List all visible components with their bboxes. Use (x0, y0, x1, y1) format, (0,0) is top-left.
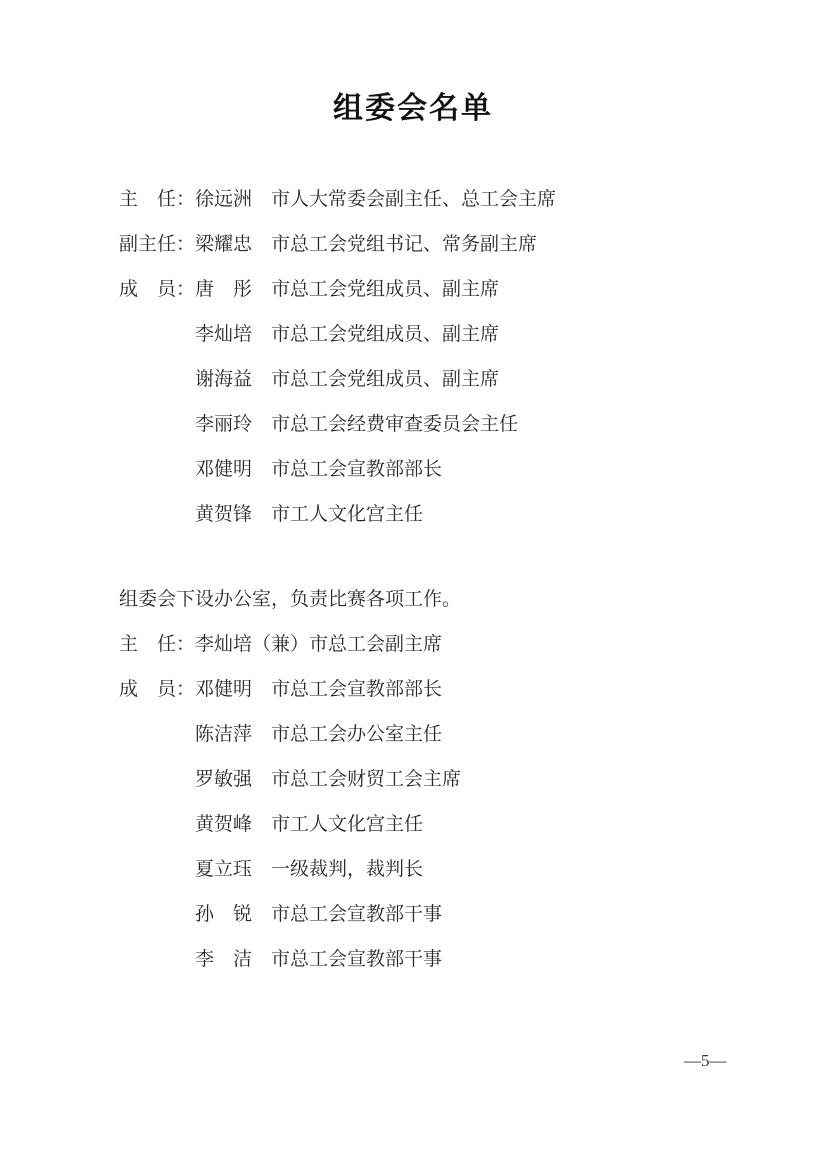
member-title: 市工人文化宫主任 (271, 504, 424, 525)
role-label: 副主任： (119, 234, 196, 255)
role-label (119, 492, 195, 537)
member-title: 市人大常委会副主任、总工会主席 (271, 189, 557, 210)
role-label: 主 任： (119, 189, 196, 210)
member-title: 市总工会党组成员、副主席 (271, 324, 500, 345)
member-title: 市总工会财贸工会主席 (271, 769, 462, 790)
member-title: 市总工会经费审查委员会主任 (271, 414, 519, 435)
role-label (119, 712, 195, 757)
page-number: —5— (684, 1051, 727, 1070)
member-name: 黄贺锋 (195, 504, 253, 525)
member-title: 市总工会宣教部部长 (271, 459, 443, 480)
office-row (119, 757, 759, 802)
role-label (119, 802, 195, 847)
document-body (119, 177, 759, 982)
member-name: 唐 彤 (195, 279, 253, 300)
section-gap (119, 537, 759, 577)
member-title: 市总工会党组书记、常务副主席 (271, 234, 538, 255)
role-label (119, 402, 195, 447)
member-name: 孙 锐 (195, 904, 253, 925)
office-row (119, 937, 759, 982)
office-row (119, 667, 759, 712)
member-title: 一级裁判，裁判长 (271, 859, 424, 880)
member-name: 李灿培 (195, 324, 253, 345)
member-title: 市总工会党组成员、副主席 (271, 369, 500, 390)
member-name: 夏立珏 (195, 859, 253, 880)
office-row (119, 847, 759, 892)
committee-row (119, 267, 759, 312)
office-row (119, 892, 759, 937)
member-name: 谢海益 (195, 369, 253, 390)
member-name: 罗敏强 (195, 769, 253, 790)
committee-row (119, 222, 759, 267)
member-name: 梁耀忠 (195, 234, 253, 255)
director-text: 李灿培（兼）市总工会副主席 (195, 634, 443, 655)
role-label (119, 312, 195, 357)
role-label (119, 757, 195, 802)
committee-row (119, 447, 759, 492)
committee-row (119, 312, 759, 357)
role-label: 成 员： (119, 279, 196, 300)
role-label (119, 892, 195, 937)
office-row (119, 712, 759, 757)
member-name: 黄贺峰 (195, 814, 253, 835)
role-label: 主 任： (119, 634, 196, 655)
role-label: 成 员： (119, 679, 196, 700)
member-name: 李丽玲 (195, 414, 253, 435)
member-name: 陈洁萍 (195, 724, 253, 745)
committee-row (119, 402, 759, 447)
office-row (119, 802, 759, 847)
role-label (119, 937, 195, 982)
role-label (119, 447, 195, 492)
committee-row (119, 357, 759, 402)
role-label (119, 847, 195, 892)
member-name: 邓健明 (195, 459, 253, 480)
member-title: 市总工会党组成员、副主席 (271, 279, 500, 300)
page-title: 组委会名单 (333, 92, 493, 125)
committee-row (119, 492, 759, 537)
member-title: 市总工会宣教部干事 (271, 904, 443, 925)
role-label (119, 357, 195, 402)
member-name: 李 洁 (195, 949, 253, 970)
member-title: 市工人文化宫主任 (271, 814, 424, 835)
office-director-row (119, 622, 759, 667)
member-title: 市总工会办公室主任 (271, 724, 443, 745)
member-title: 市总工会宣教部干事 (271, 949, 443, 970)
committee-row (119, 177, 759, 222)
member-name: 徐远洲 (195, 189, 253, 210)
office-intro: 组委会下设办公室，负责比赛各项工作。 (119, 589, 462, 610)
member-title: 市总工会宣教部部长 (271, 679, 443, 700)
member-name: 邓健明 (195, 679, 253, 700)
